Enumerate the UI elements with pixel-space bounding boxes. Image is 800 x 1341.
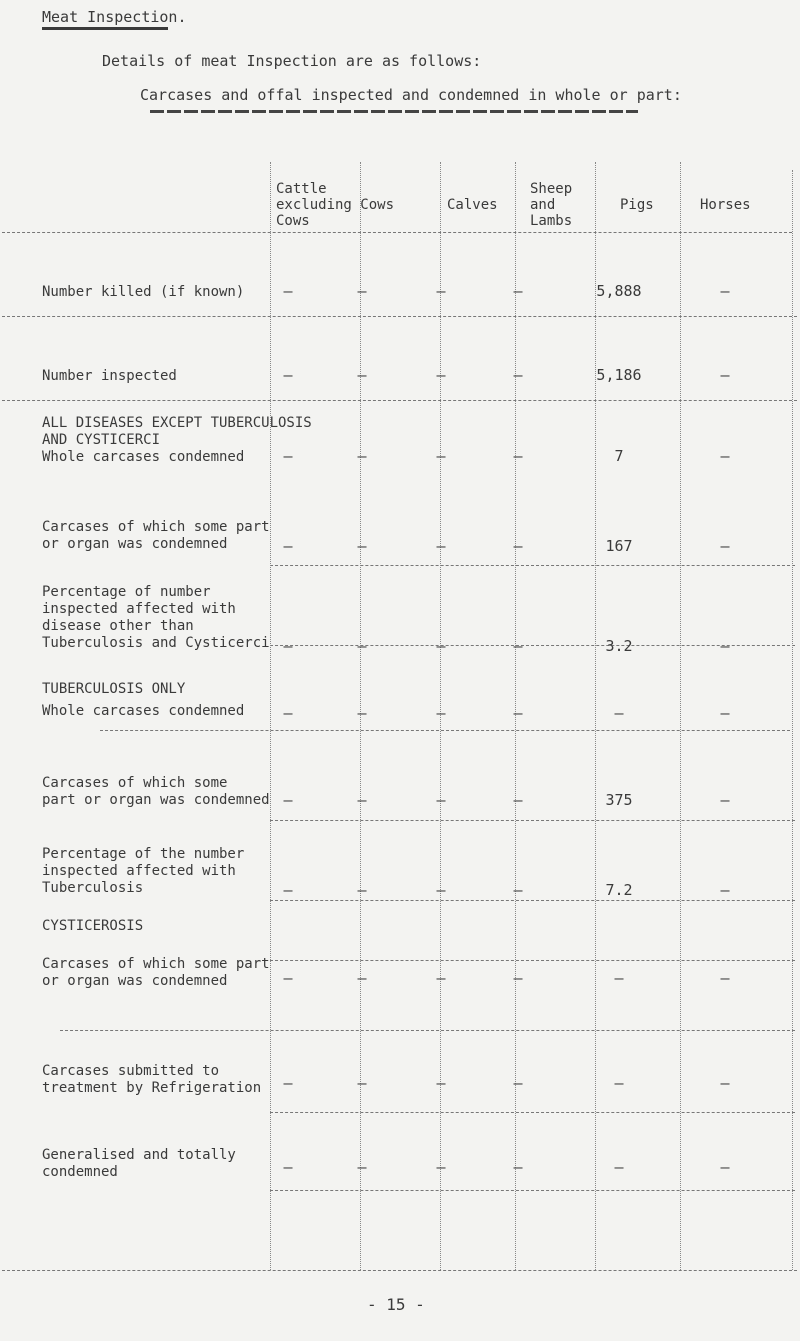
table-cell: – <box>614 1158 624 1176</box>
row-label-line: treatment by Refrigeration <box>42 1080 262 1096</box>
table-rule <box>270 1112 795 1113</box>
table-cell: 5,888 <box>596 282 642 300</box>
table-cell: – <box>720 791 730 809</box>
table-cell: – <box>436 791 446 809</box>
row-label-line: or organ was condemned <box>42 536 228 552</box>
table-cell: – <box>436 1158 446 1176</box>
table-cell: – <box>720 366 730 384</box>
section-heading: CYSTICEROSIS <box>42 918 144 934</box>
intro-text: Details of meat Inspection are as follows: <box>102 52 482 70</box>
table-cell: – <box>283 1074 293 1092</box>
table-cell: – <box>720 704 730 722</box>
table-cell: – <box>283 282 293 300</box>
table-cell: 167 <box>605 537 633 555</box>
table-cell: – <box>357 282 367 300</box>
table-cell: – <box>283 881 293 899</box>
table-rule <box>2 232 792 233</box>
table-rule <box>100 730 790 731</box>
column-header-line: Sheep <box>530 181 573 197</box>
column-header-calves <box>447 181 498 213</box>
table-cell: – <box>513 881 523 899</box>
row-label-line: Tuberculosis <box>42 880 144 896</box>
table-cell: – <box>357 1074 367 1092</box>
table-cell: – <box>357 637 367 655</box>
table-cell: – <box>513 969 523 987</box>
table-cell: – <box>436 537 446 555</box>
caption-rule <box>150 110 638 113</box>
table-cell: – <box>283 637 293 655</box>
table-cell: – <box>436 969 446 987</box>
heading-underline <box>42 27 168 30</box>
table-cell: – <box>436 366 446 384</box>
column-header-line <box>700 181 751 197</box>
table-cell: – <box>513 537 523 555</box>
table-cell: – <box>513 1074 523 1092</box>
row-label <box>42 584 270 652</box>
table-cell: – <box>513 637 523 655</box>
table-rule <box>2 400 797 401</box>
table-cell: – <box>283 366 293 384</box>
table-cell: – <box>513 447 523 465</box>
table-cell: – <box>513 366 523 384</box>
table-cell: – <box>283 704 293 722</box>
row-label <box>42 703 244 720</box>
row-label-line: Whole carcases condemned <box>42 703 245 719</box>
row-label-line: Number killed (if known) <box>42 284 245 300</box>
column-header-horses <box>700 181 751 213</box>
row-label-line: Tuberculosis and Cysticerci <box>42 635 270 651</box>
table-cell: – <box>357 1158 367 1176</box>
row-label <box>42 775 270 809</box>
table-cell: – <box>357 881 367 899</box>
table-cell: – <box>357 791 367 809</box>
table-cell: – <box>357 704 367 722</box>
row-label-line: Number inspected <box>42 368 177 384</box>
table-cell: – <box>614 1074 624 1092</box>
table-rule <box>2 1270 797 1271</box>
table-caption: Carcases and offal inspected and condemned in whole or part: <box>140 86 682 104</box>
table-rule <box>270 1190 795 1191</box>
row-label-line: or organ was condemned <box>42 973 228 989</box>
table-cell: – <box>283 447 293 465</box>
section-heading: TUBERCULOSIS ONLY <box>42 681 186 697</box>
page-number: - 15 - <box>367 1295 425 1314</box>
column-header-line: Lambs <box>530 213 573 229</box>
row-label <box>42 1063 261 1097</box>
table-cell: – <box>283 969 293 987</box>
table-cell: 375 <box>605 791 633 809</box>
table-cell: – <box>283 537 293 555</box>
table-cell: – <box>436 881 446 899</box>
row-label-line: Carcases submitted to <box>42 1063 220 1079</box>
table-cell: – <box>720 537 730 555</box>
table-cell: – <box>357 969 367 987</box>
row-label-line: Carcases of which some <box>42 775 228 791</box>
column-header-line <box>447 181 498 197</box>
row-label-line: Whole carcases condemned <box>42 449 245 465</box>
row-label <box>42 449 244 466</box>
row-label-line: Carcases of which some part <box>42 519 270 535</box>
table-cell: – <box>513 791 523 809</box>
column-header-line: Horses <box>700 197 751 213</box>
row-label-line: Generalised and totally <box>42 1147 236 1163</box>
row-label-line: disease other than <box>42 618 194 634</box>
column-header-line: excluding Cows <box>276 197 395 213</box>
row-label <box>42 368 177 385</box>
row-label-line: inspected affected with <box>42 601 236 617</box>
column-header-line: Calves <box>447 197 498 213</box>
row-label <box>42 956 270 990</box>
table-cell: – <box>614 969 624 987</box>
table-cell: – <box>614 704 624 722</box>
row-label <box>42 846 244 897</box>
table-cell: – <box>283 1158 293 1176</box>
row-label <box>42 519 270 553</box>
table-rule <box>2 316 797 317</box>
column-rule <box>792 170 793 1270</box>
table-cell: – <box>357 366 367 384</box>
table-cell: – <box>513 704 523 722</box>
table-rule <box>270 565 795 566</box>
table-cell: – <box>283 791 293 809</box>
page-heading: Meat Inspection. <box>42 8 187 26</box>
table-cell: – <box>720 282 730 300</box>
table-cell: – <box>720 969 730 987</box>
section-heading: ALL DISEASES EXCEPT TUBERCULOSIS AND CYSTICERCI <box>42 415 312 448</box>
table-cell: – <box>513 1158 523 1176</box>
table-cell: – <box>436 447 446 465</box>
table-cell: – <box>720 637 730 655</box>
table-cell: – <box>720 1074 730 1092</box>
table-rule <box>270 900 795 901</box>
column-header-line <box>620 181 654 197</box>
table-cell: – <box>720 447 730 465</box>
table-cell: – <box>513 282 523 300</box>
table-cell: 7.2 <box>605 881 633 899</box>
table-cell: – <box>720 1158 730 1176</box>
table-cell: – <box>436 704 446 722</box>
row-label-line: Carcases of which some part <box>42 956 270 972</box>
table-rule <box>60 1030 795 1031</box>
row-label-line: inspected affected with <box>42 863 236 879</box>
row-label-line: Percentage of number <box>42 584 211 600</box>
row-label-line: condemned <box>42 1164 118 1180</box>
column-header-sheep <box>530 181 572 229</box>
table-cell: 7 <box>614 447 624 465</box>
row-label-line: part or organ was condemned <box>42 792 270 808</box>
row-label <box>42 284 244 301</box>
column-header-line: and <box>530 197 556 213</box>
column-header-line: Pigs <box>620 197 654 213</box>
column-header-line: Cattle <box>276 181 327 197</box>
table-cell: 5,186 <box>596 366 642 384</box>
column-header-line: Cows <box>276 213 310 229</box>
table-cell: 3.2 <box>605 637 633 655</box>
column-header-pigs <box>620 181 654 213</box>
table-cell: – <box>357 447 367 465</box>
table-cell: – <box>720 881 730 899</box>
row-label-line: Percentage of the number <box>42 846 245 862</box>
table-rule <box>270 960 795 961</box>
table-cell: – <box>357 537 367 555</box>
column-rule <box>680 162 681 1270</box>
table-rule <box>270 820 795 821</box>
table-cell: – <box>436 282 446 300</box>
row-label <box>42 1147 236 1181</box>
table-cell: – <box>436 1074 446 1092</box>
column-header-cattle <box>276 181 394 229</box>
table-cell: – <box>436 637 446 655</box>
